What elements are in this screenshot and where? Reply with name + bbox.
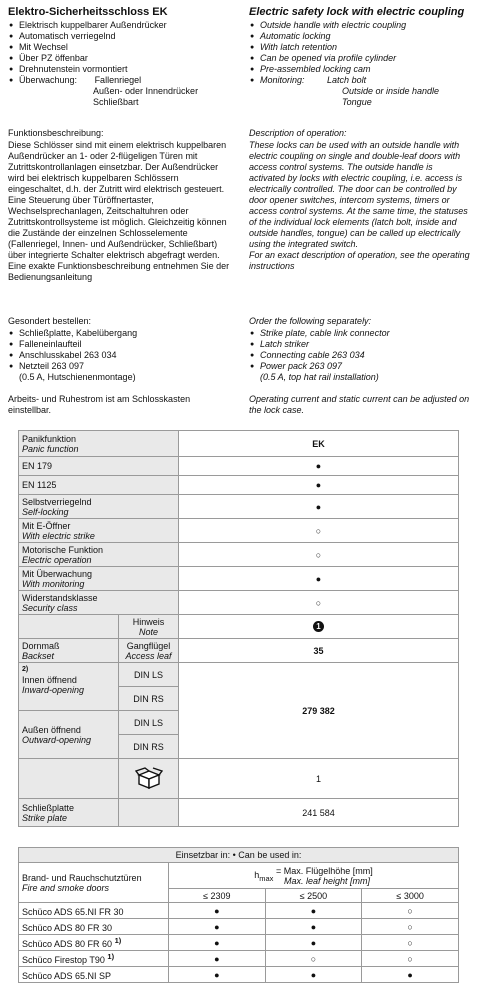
list-item: ● With latch retention: [249, 42, 471, 53]
system-name: [19, 951, 169, 967]
din-rs-label: DIN RS: [119, 687, 179, 711]
table-row: [19, 967, 459, 983]
order-note: (0.5 A, top hat rail installation): [260, 372, 379, 382]
table-row: [19, 863, 459, 889]
table-cell: ○: [265, 951, 362, 967]
table-row: [19, 848, 459, 863]
din-ls-label: DIN LS: [119, 663, 179, 687]
description-text: Diese Schlösser sind mit einem elektrisch kuppelbaren Außendrücker an 1- oder 2-flügeligen Türen mit Zutrittskontrollanlagen einsetzbar. Der Außendrücker wird bei elektrisch kuppelbaren Schlössern eingeschaltet, d.h. der Zutritt wird elektrisch gesteuert. Eine Steuerung über Türöffnertaster, Wechselsprechanlagen, Zeitschaltuhren oder Zutrittskontrollsysteme ist möglich. Gleichzeitig können die Zustände der einzelnen Schlosselemente (Fallenriegel, Innen- und Außendrücker, Schließbart) über integrierte Schalter elektrisch abgefragt werden.: [8, 140, 227, 260]
table-cell: ●: [265, 935, 362, 951]
german-title: Elektro-Sicherheitsschloss EK: [8, 6, 168, 18]
hmax-description: [276, 866, 373, 886]
table-row: [19, 543, 459, 567]
row-label-de: Selbstverriegelnd: [22, 496, 92, 507]
monitoring-label: Überwachung:: [19, 75, 78, 85]
list-item: ● Pre-assembled locking cam: [249, 64, 471, 75]
backset-value: 35: [179, 639, 459, 663]
table-cell: ●: [265, 967, 362, 983]
table-cell: [119, 615, 179, 639]
leaf-label-de: Gangflügel: [126, 640, 171, 651]
note-label-en: Note: [138, 626, 158, 637]
table-cell: ○: [362, 919, 459, 935]
monitoring-item: Fallenriegel: [94, 75, 142, 85]
table-cell: ●: [265, 903, 362, 919]
system-name: [19, 919, 169, 935]
footnote-mark: 1): [114, 936, 122, 945]
row-label-de: EN 179: [19, 457, 179, 476]
column-header: ≤ 2309: [169, 889, 266, 903]
table-cell: [119, 639, 179, 663]
english-current-note: Operating current and static current can be adjusted on the lock case.: [249, 394, 470, 415]
table-cell: [19, 543, 179, 567]
list-item: ● Elektrisch kuppelbarer Außendrücker: [8, 20, 230, 31]
article-number: 279 382: [179, 663, 459, 759]
table-cell: [119, 759, 179, 799]
product-table: [18, 430, 459, 827]
row-label-de: Motorische Funktion: [22, 544, 104, 555]
order-list: [8, 328, 230, 372]
table-cell: ○: [362, 935, 459, 951]
hmax-en: Max. leaf height [mm]: [283, 875, 370, 886]
footnote-mark: 2): [22, 666, 29, 673]
hmax-de: = Max. Flügelhöhe [mm]: [275, 865, 373, 876]
table-cell: ●: [169, 903, 266, 919]
table-cell: ●: [169, 967, 266, 983]
pack-quantity: 1: [179, 759, 459, 799]
monitoring-item: Latch bolt: [327, 75, 367, 85]
strike-label-de: Schließplatte: [22, 802, 75, 813]
table-cell: [179, 615, 459, 639]
table-row: [19, 591, 459, 615]
table-cell: [19, 519, 179, 543]
leaf-label-en: Access leaf: [125, 650, 172, 661]
description-text: These locks can be used with an outside handle with electric coupling on single and double-leaf doors with access control systems. The outside handle is activated by locks with electric coupling, i.e. access is electrically controlled. The door can be controlled by door opener switches, intercom systems, timers or access control systems. At the same time, the statuses of the individual lock elements (latch bolt, inside and outside handles, tongue) can be called up electrically using the integrated switch.: [249, 140, 468, 249]
table-cell: [19, 799, 119, 827]
door-type-en: Fire and smoke doors: [22, 882, 110, 893]
table-row: [19, 759, 459, 799]
note-label-de: Hinweis: [132, 616, 165, 627]
table-cell: ○: [179, 591, 459, 615]
list-item: ● Automatic locking: [249, 31, 471, 42]
usage-table-header: Einsetzbar in: • Can be used in:: [19, 848, 459, 863]
table-row: [19, 431, 459, 457]
list-item: ● Automatisch verriegelnd: [8, 31, 230, 42]
column-header: ≤ 3000: [362, 889, 459, 903]
hmax-symbol: [254, 869, 274, 883]
table-cell: ●: [169, 951, 266, 967]
german-description: [8, 128, 230, 283]
table-cell: ○: [179, 519, 459, 543]
package-icon: [135, 767, 163, 789]
german-current-note: Arbeits- und Ruhestrom ist am Schlosskasten einstellbar.: [8, 394, 191, 415]
table-cell: ●: [179, 567, 459, 591]
order-heading: Order the following separately:: [249, 316, 372, 326]
table-row: [19, 567, 459, 591]
table-cell: ●: [169, 919, 266, 935]
table-cell: ●: [169, 935, 266, 951]
row-label-de: Panikfunktion: [22, 433, 77, 444]
strike-plate-number: 241 584: [179, 799, 459, 827]
description-text-2: For an exact description of operation, see the operating instructions: [249, 250, 470, 271]
table-cell: [19, 663, 119, 711]
list-item: ● Can be opened via profile cylinder: [249, 53, 471, 64]
row-label-de: EN 1125: [19, 476, 179, 495]
strike-label-en: Strike plate: [22, 812, 68, 823]
column-header: ≤ 2500: [265, 889, 362, 903]
list-item: ● Strike plate, cable link connector: [249, 328, 471, 339]
list-item: ● Connecting cable 263 034: [249, 350, 471, 361]
table-row: [19, 615, 459, 639]
row-label-de: Mit Überwachung: [22, 568, 93, 579]
table-cell: [19, 431, 179, 457]
list-item: ● Schließplatte, Kabelübergang: [8, 328, 230, 339]
list-item: [249, 75, 471, 86]
backset-label-en: Backset: [22, 650, 55, 661]
row-label-en: Electric operation: [22, 554, 92, 565]
table-cell: ●: [179, 457, 459, 476]
list-item: ● Outside handle with electric coupling: [249, 20, 471, 31]
description-heading: Funktionsbeschreibung:: [8, 128, 104, 138]
table-row: [19, 903, 459, 919]
table-cell: [169, 863, 459, 889]
door-type-de: Brand- und Rauchschutztüren: [22, 872, 142, 883]
row-label-en: With monitoring: [22, 578, 85, 589]
table-cell: ●: [362, 967, 459, 983]
table-row: [19, 495, 459, 519]
system-name: [19, 935, 169, 951]
inward-label-en: Inward-opening: [22, 685, 85, 695]
table-cell: ○: [362, 903, 459, 919]
list-item: ● Power pack 263 097: [249, 361, 471, 372]
hmax-subscript: max: [259, 873, 274, 883]
system-name-text: Schüco Firestop T90: [22, 955, 105, 965]
table-row: [19, 476, 459, 495]
list-item: ● Mit Wechsel: [8, 42, 230, 53]
table-cell: [19, 495, 179, 519]
english-feature-list: [249, 20, 471, 86]
description-text-2: Eine exakte Funktionsbeschreibung entnehmen Sie der Bedienungsanleitung: [8, 261, 230, 282]
system-name: [19, 967, 169, 983]
monitoring-label: Monitoring:: [260, 75, 305, 85]
row-label-en: With electric strike: [22, 530, 95, 541]
system-name-text: Schüco ADS 65.NI SP: [22, 971, 112, 981]
table-cell: ●: [265, 919, 362, 935]
german-column: [8, 6, 230, 108]
row-label-en: Panic function: [22, 443, 79, 454]
table-cell: [19, 591, 179, 615]
list-item: ● Latch striker: [249, 339, 471, 350]
table-row: [19, 935, 459, 951]
table-cell: [119, 799, 179, 827]
row-label-en: Security class: [22, 602, 78, 613]
german-order: [8, 316, 230, 383]
list-item: ● Über PZ öffenbar: [8, 53, 230, 64]
table-cell: ○: [362, 951, 459, 967]
english-column: [249, 6, 471, 108]
monitoring-item: Außen- oder Innendrücker: [93, 86, 199, 96]
outward-label-en: Outward-opening: [22, 734, 92, 745]
table-cell: ○: [179, 543, 459, 567]
table-row: [19, 519, 459, 543]
row-label-en: Self-locking: [22, 506, 69, 517]
table-row: [19, 951, 459, 967]
hmax-letter: h: [254, 869, 260, 880]
column-header: EK: [179, 431, 459, 457]
english-description: [249, 128, 471, 272]
table-cell: ●: [179, 495, 459, 519]
german-feature-list: [8, 20, 230, 86]
list-item: ● Falleneinlaufteil: [8, 339, 230, 350]
order-note: (0.5 A, Hutschienenmontage): [19, 372, 136, 382]
monitoring-item: Tongue: [342, 97, 372, 107]
inward-label-de: Innen öffnend: [22, 675, 77, 685]
table-row: [19, 457, 459, 476]
table-cell: [19, 615, 119, 639]
english-order: [249, 316, 471, 383]
footnote-mark: 1): [107, 952, 115, 961]
order-heading: Gesondert bestellen:: [8, 316, 92, 326]
table-row: [19, 663, 459, 687]
outward-label-de: Außen öffnend: [22, 724, 81, 735]
system-name-text: Schüco ADS 80 FR 30: [22, 923, 113, 933]
monitoring-item: Schließbart: [93, 97, 139, 107]
list-item: [8, 75, 230, 86]
note-number-badge: 1: [313, 621, 324, 632]
table-cell: [19, 567, 179, 591]
row-label-de: Mit E-Öffner: [22, 520, 71, 531]
list-item: ● Netzteil 263 097: [8, 361, 230, 372]
system-name-text: Schüco ADS 80 FR 60: [22, 939, 113, 949]
table-cell: [19, 863, 169, 903]
usage-table: [18, 847, 459, 983]
english-title: Electric safety lock with electric coupling: [249, 6, 465, 18]
din-rs-label: DIN RS: [119, 735, 179, 759]
order-list: [249, 328, 471, 372]
table-row: [19, 799, 459, 827]
system-name-text: Schüco ADS 65.NI FR 30: [22, 907, 124, 917]
monitoring-item: Outside or inside handle: [342, 86, 440, 96]
table-row: [19, 919, 459, 935]
table-cell: [19, 759, 119, 799]
table-cell: [19, 639, 119, 663]
list-item: ● Anschlusskabel 263 034: [8, 350, 230, 361]
table-row: [19, 639, 459, 663]
list-item: ● Drehnutenstein vormontiert: [8, 64, 230, 75]
table-cell: ●: [179, 476, 459, 495]
din-ls-label: DIN LS: [119, 711, 179, 735]
description-heading: Description of operation:: [249, 128, 347, 138]
row-label-de: Widerstandsklasse: [22, 592, 98, 603]
table-cell: [19, 711, 119, 759]
system-name: [19, 903, 169, 919]
backset-label-de: Dornmaß: [22, 640, 60, 651]
